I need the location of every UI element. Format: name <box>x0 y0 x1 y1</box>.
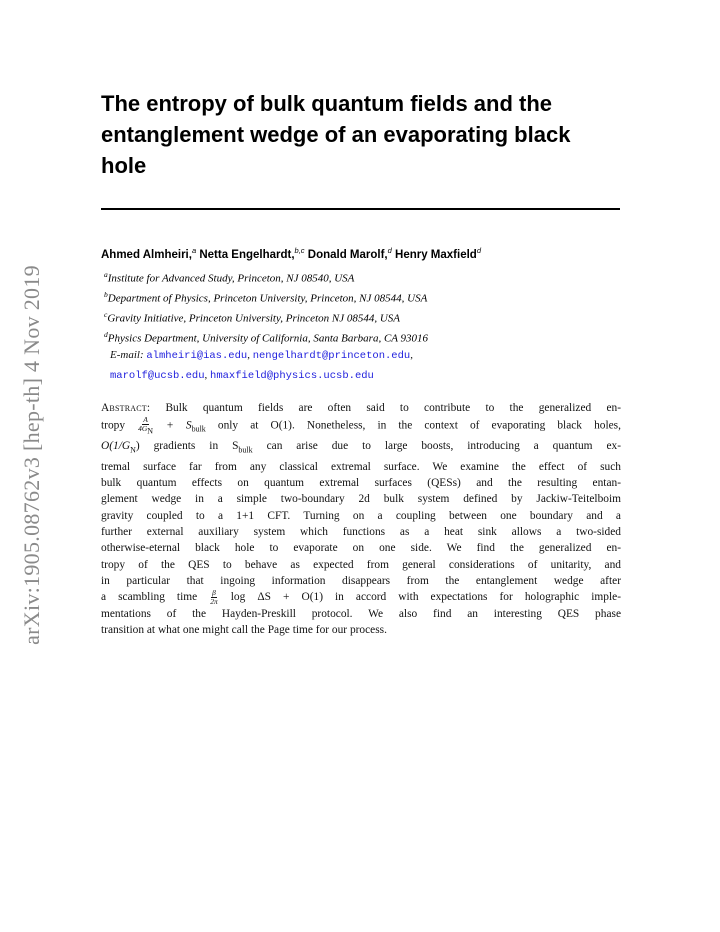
affiliation-text: Institute for Advanced Study, Princeton, NJ 08540, USA <box>107 272 355 285</box>
email-label: E-mail: <box>110 349 144 361</box>
affiliation <box>104 328 428 346</box>
affiliation-mark: d <box>104 330 108 339</box>
affiliation-text: Physics Department, University of California, Santa Barbara, CA 93016 <box>107 332 429 345</box>
affiliation <box>104 268 354 286</box>
affiliation-mark: a <box>104 270 108 279</box>
paper-title: The entropy of bulk quantum fields and the entanglement wedge of an evaporating black hole <box>101 91 571 178</box>
abstract-line: Abstract: Bulk quantum fields are often said to contribute to the generalized en- <box>101 402 621 414</box>
abstract-line: bulk quantum effects on quantum extremal surfaces (QESs) and the resulting entan- <box>101 477 621 490</box>
email-link[interactable]: marolf@ucsb.edu <box>110 370 205 382</box>
abstract-line: $O(1/G_N)$ gradients in $S_{bulk}$ can arise due to large boosts, introducing a quantum ex- <box>101 440 621 455</box>
affiliation-mark: b <box>104 290 108 299</box>
abstract-line: tropy of the QES to behave as expected from general considerations of unitarity, and <box>101 558 621 571</box>
fraction: $\frac{A}{4G_N}$ <box>138 415 154 436</box>
affiliation-mark: c <box>104 310 108 319</box>
abstract-line: tremal surface far from any classical extremal surface. We examine the effect of such <box>101 460 621 473</box>
abstract-label: Abstract: <box>101 402 151 414</box>
arxiv-identifier-text: arXiv:1905.08762v3 [hep-th] 4 Nov 2019 <box>19 265 45 645</box>
author-name: Netta Engelhardt, <box>199 248 295 261</box>
abstract-line: in particular that ingoing information disappears from the entanglement wedge after <box>101 574 621 587</box>
author-affil-mark: d <box>387 246 392 255</box>
abstract-line: transition at what one might call the Page time for our process. <box>101 624 387 637</box>
author-affil-mark: d <box>476 246 481 255</box>
email-link[interactable]: hmaxfield@physics.ucsb.edu <box>210 370 374 382</box>
fraction: $\frac{\beta}{2\pi}$ <box>210 588 218 607</box>
abstract-line: gravity coupled to a 1+1 CFT. Turning on a coupling between one boundary and a <box>101 509 621 522</box>
abstract-line: a scambling time $\frac{\beta}{2\pi}$ log ΔS + O(1) in accord with expectations for holographic imple- <box>101 588 621 607</box>
email-line: marolf@ucsb.edu, hmaxfield@physics.ucsb.edu <box>110 369 374 382</box>
author-affil-mark: b,c <box>294 246 305 255</box>
abstract-line: glement wedge in a simple two-boundary 2d bulk system defined by Jackiw-Teitelboim <box>101 493 621 506</box>
abstract-line: otherwise-eternal black hole to evaporate on one side. We find the generalized en- <box>101 542 621 555</box>
abstract-line: tropy $\frac{A}{4G_N}$ + $S_{bulk}$ only at O(1). Nonetheless, in the context of evaporating black holes, <box>101 415 621 436</box>
title-divider <box>101 208 620 210</box>
author-list <box>101 243 621 263</box>
affiliation-text: Department of Physics, Princeton University, Princeton, NJ 08544, USA <box>107 292 428 305</box>
email-link[interactable]: almheiri@ias.edu <box>146 350 248 362</box>
affiliation-text: Gravity Initiative, Princeton University, Princeton NJ 08544, USA <box>107 312 401 325</box>
affiliation <box>104 288 427 306</box>
email-line: E-mail: almheiri@ias.edu, nengelhardt@princeton.edu, <box>110 349 413 362</box>
email-link[interactable]: nengelhardt@princeton.edu <box>252 350 411 362</box>
abstract <box>101 400 621 639</box>
author-name: Ahmed Almheiri, <box>101 248 192 261</box>
affiliation <box>104 308 400 326</box>
arxiv-identifier-stamp <box>10 245 54 665</box>
author-name: Donald Marolf, <box>307 248 388 261</box>
abstract-line: further external auxiliary system which functions as a heat sink allows a two-sided <box>101 526 621 538</box>
author-affil-mark: a <box>191 246 197 255</box>
abstract-line: mentations of the Hayden-Preskill protocol. We also find an interesting QES phase <box>101 608 621 621</box>
author-name: Henry Maxfield <box>395 248 477 261</box>
